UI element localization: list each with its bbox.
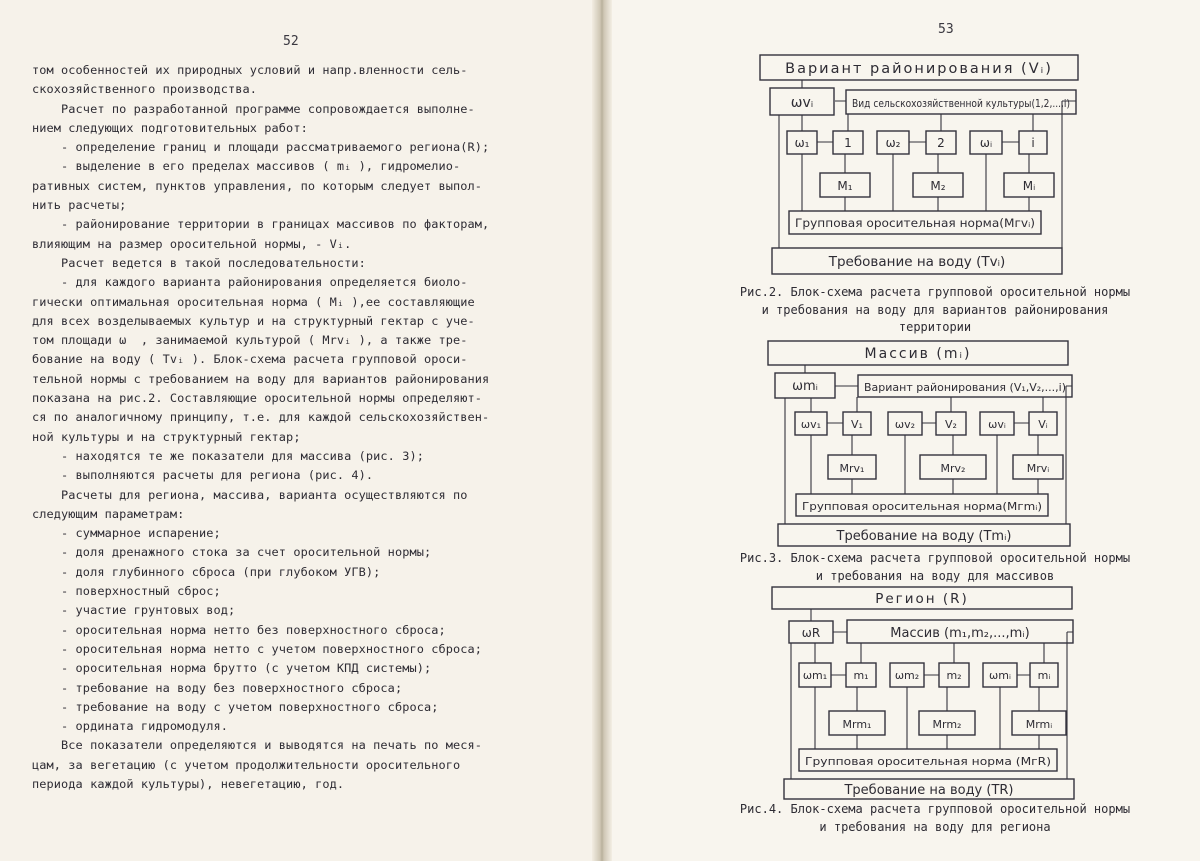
fig4-norm-1-label: Mrm₁ [842, 718, 872, 731]
text-line: - оросительная норма нетто без поверхностного сброса; [32, 622, 446, 637]
caption-line: Рис.3. Блок-схема расчета групповой оросительной нормы [739, 551, 1131, 565]
fig4-massif-2-label: m₂ [946, 669, 962, 682]
fig2-crops-label: Вид сельскохозяйственной культуры(1,2,...,i) [852, 97, 1070, 110]
figure-4-diagram [772, 587, 1074, 799]
text-line: - участие грунтовых вод; [32, 603, 236, 618]
fig3-variant-i-label: Vᵢ [1038, 418, 1048, 431]
fig2-norm-i-label: Mᵢ [1022, 179, 1036, 193]
fig3-variant-1-label: V₁ [851, 418, 863, 431]
text-line: нием следующих подготовительных работ: [32, 120, 308, 135]
text-line: - требование на воду без поверхностного сброса; [32, 680, 403, 695]
fig2-crop-1-label: 1 [844, 136, 852, 150]
fig2-group-norm-label: Групповая оросительная норма(Mгvᵢ) [795, 216, 1035, 230]
fig3-omega-v1-label: ωv₁ [800, 418, 822, 431]
fig4-group-norm-label: Групповая оросительная норма (MгR) [805, 755, 1051, 768]
fig3-group-norm-label: Групповая оросительная норма(Mгmᵢ) [802, 500, 1042, 513]
text-line: Расчет по разработанной программе сопровождается выполне- [32, 101, 475, 116]
fig4-norm-2-label: Mrm₂ [932, 718, 962, 731]
fig3-caption [700, 550, 1170, 585]
text-line: показана на рис.2. Составляющие оросительной нормы определяют- [32, 391, 483, 406]
fig4-omega-mi-label: ωmᵢ [989, 669, 1011, 682]
fig2-norm-1-label: M₁ [837, 179, 853, 193]
text-line: ся по аналогичному принципу, т.е. для каждой сельскохозяйствен- [32, 410, 490, 425]
fig3-variants-label: Вариант районирования (V₁,V₂,...,i) [864, 381, 1066, 394]
text-line: ративных систем, пунктов управления, по которым следует выпол- [32, 178, 483, 193]
fig3-demand-label: Требование на воду (Tmᵢ) [836, 529, 1012, 544]
figure-2-diagram [760, 55, 1078, 274]
fig3-variant-2-label: V₂ [945, 418, 957, 431]
text-line: - поверхностный сброс; [32, 584, 221, 599]
text-line: Все показатели определяются и выводятся на печать по меся- [32, 738, 483, 753]
fig2-demand-label: Требование на воду (Tvᵢ) [828, 254, 1006, 270]
text-line: нить расчеты; [32, 198, 127, 213]
text-line: - находятся те же показатели для массива (рис. 3); [32, 448, 424, 463]
fig3-norm-2-label: Mrv₂ [940, 462, 966, 475]
caption-line: Рис.4. Блок-схема расчета групповой оросительной нормы [739, 802, 1131, 816]
fig2-caption [700, 284, 1170, 337]
text-line: тельной нормы с требованием на воду для вариантов районирования [32, 371, 490, 386]
text-line: Расчет ведется в такой последовательности: [32, 255, 366, 270]
text-line: - доля глубинного сброса (при глубоком УГВ); [32, 564, 381, 579]
text-line: - районирование территории в границах массивов по факторам, [32, 217, 490, 232]
text-line: бование на воду ( Tvᵢ ). Блок-схема расчета групповой ороси- [32, 352, 468, 367]
fig4-massif-1-label: m₁ [853, 669, 869, 682]
left-page-number: 52 [283, 34, 299, 49]
text-line: - оросительная норма нетто с учетом поверхностного сброса; [32, 641, 483, 656]
fig3-omega-vi-label: ωvᵢ [988, 418, 1006, 431]
fig2-crop-i-label: i [1031, 136, 1035, 150]
text-line: для всех возделываемых культур и на структурный гектар с уче- [32, 313, 475, 328]
text-line: влияющим на размер оросительной нормы, - Vᵢ. [32, 236, 352, 251]
caption-line: и требования на воду для массивов [815, 568, 1055, 583]
text-line: - для каждого варианта районирования определяется биоло- [32, 275, 468, 290]
fig2-omega-2-label: ω₂ [885, 136, 901, 150]
fig4-norm-i-label: Mrmᵢ [1025, 718, 1053, 731]
fig2-top-label: Вариант районирования (Vᵢ) [785, 61, 1053, 77]
text-line: том особенностей их природных условий и напр.вленности сель- [32, 63, 468, 77]
text-line: скохозяйственного производства. [32, 82, 258, 97]
figure-3-diagram [768, 341, 1072, 546]
text-line: гически оптимальная оросительная норма ( Mᵢ ),ее составляющие [32, 294, 475, 309]
fig2-norm-2-label: M₂ [930, 179, 946, 193]
text-line: - оросительная норма брутто (с учетом КПД системы); [32, 661, 432, 676]
text-line: - определение границ и площади рассматриваемого региона(R); [32, 140, 490, 155]
text-line: - выполняются расчеты для региона (рис. 4). [32, 468, 374, 483]
fig3-norm-i-label: Mrvᵢ [1026, 462, 1050, 475]
fig4-caption [700, 801, 1170, 836]
fig3-top-label: Массив (mᵢ) [864, 346, 972, 362]
fig3-omega-total-label: ωmᵢ [792, 379, 818, 394]
fig4-massifs-label: Массив (m₁,m₂,...,mᵢ) [890, 626, 1030, 641]
text-line: - ордината гидромодуля. [32, 719, 228, 734]
text-line: периода каждой культуры), невегетацию, год. [32, 776, 345, 791]
fig4-massif-i-label: mᵢ [1037, 669, 1051, 682]
fig2-omega-1-label: ω₁ [794, 136, 810, 150]
caption-line: и требования на воду для региона [819, 819, 1051, 834]
fig2-crop-2-label: 2 [937, 136, 945, 150]
fig4-omega-m1-label: ωm₁ [802, 669, 828, 682]
text-line: - требование на воду с учетом поверхностного сброса; [32, 699, 439, 714]
caption-line: территории [898, 320, 972, 334]
fig4-demand-label: Требование на воду (TR) [844, 783, 1014, 798]
text-line: ной культуры и на структурный гектар; [32, 429, 301, 444]
text-line: следующим параметрам: [32, 506, 185, 521]
fig3-norm-1-label: Mrv₁ [839, 462, 865, 475]
fig3-omega-v2-label: ωv₂ [894, 418, 916, 431]
fig2-omega-total-label: ωvᵢ [790, 95, 814, 111]
fig2-omega-i-label: ωᵢ [979, 136, 993, 150]
fig4-omega-total-label: ωR [801, 626, 821, 640]
fig4-top-label: Регион (R) [875, 591, 969, 607]
text-line: - суммарное испарение; [32, 526, 221, 541]
right-page-number: 53 [938, 22, 954, 37]
caption-line: Рис.2. Блок-схема расчета групповой оросительной нормы [739, 285, 1131, 299]
text-line: - выделение в его пределах массивов ( mᵢ ), гидромелио- [32, 159, 461, 174]
text-line: Расчеты для региона, массива, варианта осуществляются по [32, 487, 468, 502]
fig4-omega-m2-label: ωm₂ [894, 669, 920, 682]
text-line: цам, за вегетацию (с учетом продолжительности оросительного [32, 757, 461, 772]
text-line: том площади ω , занимаемой культурой ( Mrvᵢ ), а также тре- [32, 333, 468, 348]
text-line: - доля дренажного стока за счет оросительной нормы; [32, 545, 432, 560]
caption-line: и требования на воду для вариантов районирования [761, 302, 1109, 317]
